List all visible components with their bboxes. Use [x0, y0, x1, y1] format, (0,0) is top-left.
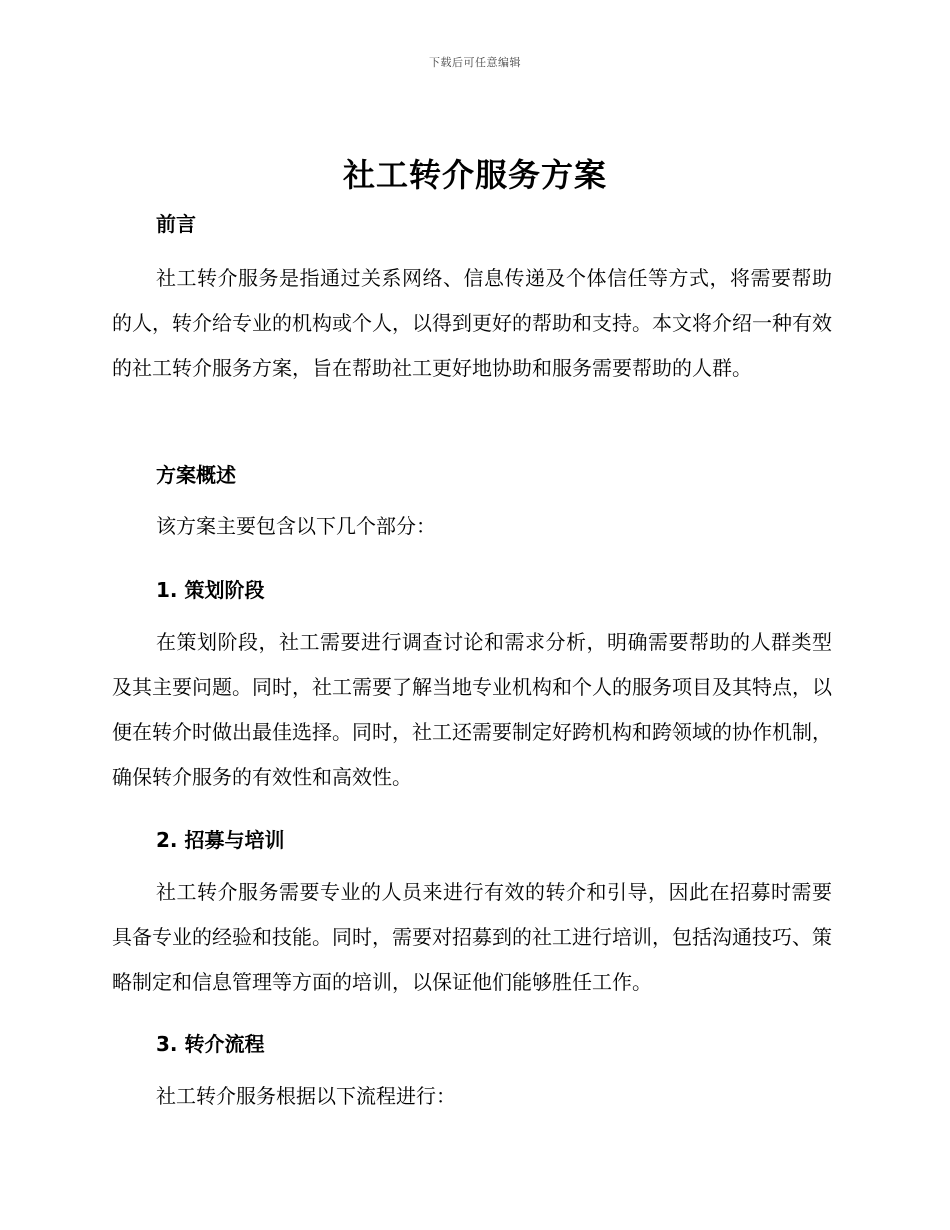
section-heading-recruitment: 2. 招募与培训	[156, 828, 285, 852]
page-header-note: 下载后可任意编辑	[429, 56, 521, 69]
section-paragraph-overview: 该方案主要包含以下几个部分：	[156, 514, 436, 538]
section-paragraph-recruitment: 社工转介服务需要专业的人员来进行有效的转介和引导，因此在招募时需要具备专业的经验和技能。同时，需要对招募到的社工进行培训，包括沟通技巧、策略制定和信息管理等方面的培训，以保证他们能够胜任工作。	[112, 880, 832, 994]
section-paragraph-process: 社工转介服务根据以下流程进行：	[156, 1084, 456, 1108]
section-heading-process: 3. 转介流程	[156, 1032, 265, 1056]
section-heading-overview: 方案概述	[156, 463, 236, 487]
section-paragraph-preface: 社工转介服务是指通过关系网络、信息传递及个体信任等方式，将需要帮助的人，转介给专业的机构或个人，以得到更好的帮助和支持。本文将介绍一种有效的社工转介服务方案，旨在帮助社工更好地协助和服务需要帮助的人群。	[112, 266, 832, 380]
section-paragraph-planning: 在策划阶段，社工需要进行调查讨论和需求分析，明确需要帮助的人群类型及其主要问题。同时，社工需要了解当地专业机构和个人的服务项目及其特点，以便在转介时做出最佳选择。同时，社工还需要制定好跨机构和跨领域的协作机制，确保转介服务的有效性和高效性。	[112, 630, 832, 789]
section-heading-planning: 1. 策划阶段	[156, 578, 265, 602]
document-title: 社工转介服务方案	[342, 156, 607, 194]
section-heading-preface: 前言	[156, 212, 196, 236]
